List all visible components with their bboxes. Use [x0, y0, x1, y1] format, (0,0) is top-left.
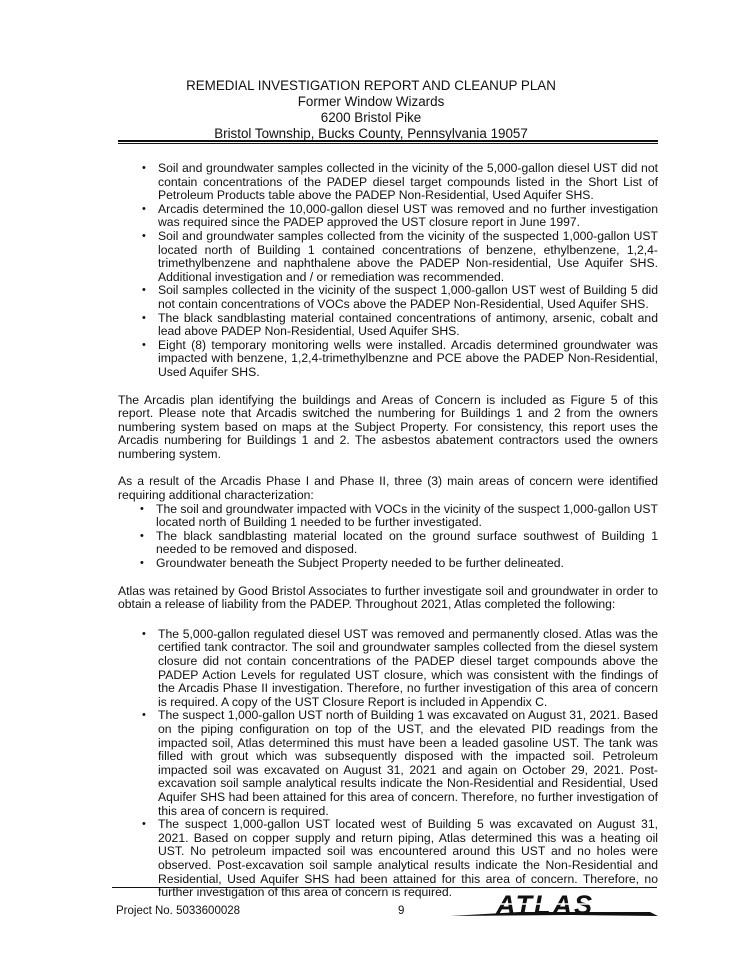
list-item: • The suspect 1,000-gallon UST north of Building 1 was excavated on August 31, 2021. Based on the piping configuration on top of the UST, and the elevated PID readings from the impacted soil, Atlas determined this must have been a leaded gasoline UST. The tank was filled with grout which was subsequently disposed with the impacted soil. Petroleum impacted soil was excavated on August 31, 2021 and again on October 29, 2021. Post-excavation soil sample analytical results indicate the Non-Residential and Residential, Used Aquifer SHS had been attained for this area of concern. Therefore, no further investigation of this area of concern is required.	[142, 708, 658, 818]
areas-of-concern-list	[140, 503, 658, 571]
site-name: Former Window Wizards	[297, 94, 445, 109]
list-item: • Eight (8) temporary monitoring wells were installed. Arcadis determined groundwater was impacted with benzene, 1,2,4-trimethylbenzne and PCE above the PADEP Non-Residential, Used Aquifer SHS.	[142, 337, 658, 379]
atlas-actions-list	[142, 628, 658, 900]
atlas-logo-graphic	[450, 890, 658, 922]
header-rule-thick	[118, 140, 658, 142]
plan-paragraph: The Arcadis plan identifying the buildings and Areas of Concern is included as Figure 5 of this report. Please note that Arcadis switched the numbering for Buildings 1 and 2 from the owners numbering system based on maps at the Subject Property. For consistency, this report uses the Arcadis numbering for Buildings 1 and 2. The asbestos abatement contractors used the owners numbering system.	[118, 392, 658, 461]
list-item: • Soil samples collected in the vicinity of the suspect 1,000-gallon UST west of Building 5 did not contain concentrations of VOCs above the PADEP Non-Residential, Used Aquifer SHS.	[142, 283, 658, 311]
list-item: • Soil and groundwater samples collected in the vicinity of the 5,000-gallon diesel UST did not contain concentrations of the PADEP diesel target compounds listed in the Short List of Petroleum Products table above the PADEP Non-Residential, Used Aquifer SHS.	[142, 161, 658, 203]
project-number: Project No. 5033600028	[116, 905, 241, 917]
bullet-icon: •	[140, 529, 144, 542]
list-item: • The suspect 1,000-gallon UST located west of Building 5 was excavated on August 31, 2021. Based on copper supply and return piping, Atlas determined this was a heating oil UST. No petroleum impacted soil was encountered around this UST and no holes were observed. Post-excavation soil sample analytical results indicate the Non-Residential and Residential, Used Aquifer SHS had been attained for this area of concern. Therefore, no further investigation of this area of concern is required.	[142, 817, 658, 900]
list-item: • The soil and groundwater impacted with VOCs in the vicinity of the suspect 1,000-gallon UST located north of Building 1 needed to be further investigated.	[140, 501, 658, 530]
list-item: • Soil and groundwater samples collected from the vicinity of the suspected 1,000-gallon UST located north of Building 1 contained concentrations of benzene, ethylbenzene, 1,2,4-trimethylbenzene and naphthalene above the PADEP Non-residential, Use Aquifer SHS. Additional investigation and / or remediation was recommended.	[142, 228, 658, 284]
bullet-icon: •	[140, 502, 144, 515]
bullet-icon: •	[142, 709, 146, 722]
list-item: • The black sandblasting material located on the ground surface southwest of Building 1 needed to be removed and disposed.	[140, 528, 658, 557]
site-address: 6200 Bristol Pike	[320, 110, 422, 125]
list-item: • Groundwater beneath the Subject Property needed to be further delineated.	[140, 556, 564, 571]
bullet-icon: •	[142, 284, 146, 297]
logo-text: ATLAS	[496, 890, 594, 920]
list-item: • The black sandblasting material contained concentrations of antimony, arsenic, cobalt and lead above PADEP Non-Residential, Used Aquifer SHS.	[142, 310, 658, 339]
footer-rule	[112, 887, 657, 888]
phase2-findings-list	[142, 162, 658, 380]
bullet-icon: •	[140, 557, 144, 570]
report-header	[0, 78, 742, 142]
bullet-icon: •	[142, 162, 146, 174]
bullet-icon: •	[142, 311, 146, 324]
bullet-icon: •	[142, 338, 146, 351]
header-rule-thin	[118, 143, 658, 144]
atlas-paragraph: Atlas was retained by Good Bristol Associates to further investigate soil and groundwater in order to obtain a release of liability from the PADEP. Throughout 2021, Atlas completed the following:	[118, 583, 658, 612]
bullet-icon: •	[142, 229, 146, 242]
report-title: REMEDIAL INVESTIGATION REPORT AND CLEANUP PLAN	[186, 78, 556, 93]
result-paragraph: As a result of the Arcadis Phase I and Phase II, three (3) main areas of concern were identified requiring additional characterization:	[118, 474, 658, 503]
list-item: • The 5,000-gallon regulated diesel UST was removed and permanently closed. Atlas was the certified tank contractor. The soil and groundwater samples collected from the diesel system closure did not contain concentrations of the PADEP diesel target compounds above the PADEP Action Levels for regulated UST closure, which was consistent with the findings of the Arcadis Phase II investigation. Therefore, no further investigation of this area of concern is required. A copy of the UST Closure Report is included in Appendix C.	[142, 626, 658, 709]
site-location: Bristol Township, Bucks County, Pennsylvania 19057	[214, 126, 528, 141]
list-item: • Arcadis determined the 10,000-gallon diesel UST was removed and no further investigation was required since the PADEP approved the UST closure report in June 1997.	[142, 201, 658, 230]
bullet-icon: •	[142, 818, 146, 831]
bullet-icon: •	[142, 627, 146, 640]
body-content	[118, 162, 658, 900]
page-number: 9	[398, 905, 405, 917]
atlas-logo	[450, 890, 658, 922]
bullet-icon: •	[142, 202, 146, 215]
